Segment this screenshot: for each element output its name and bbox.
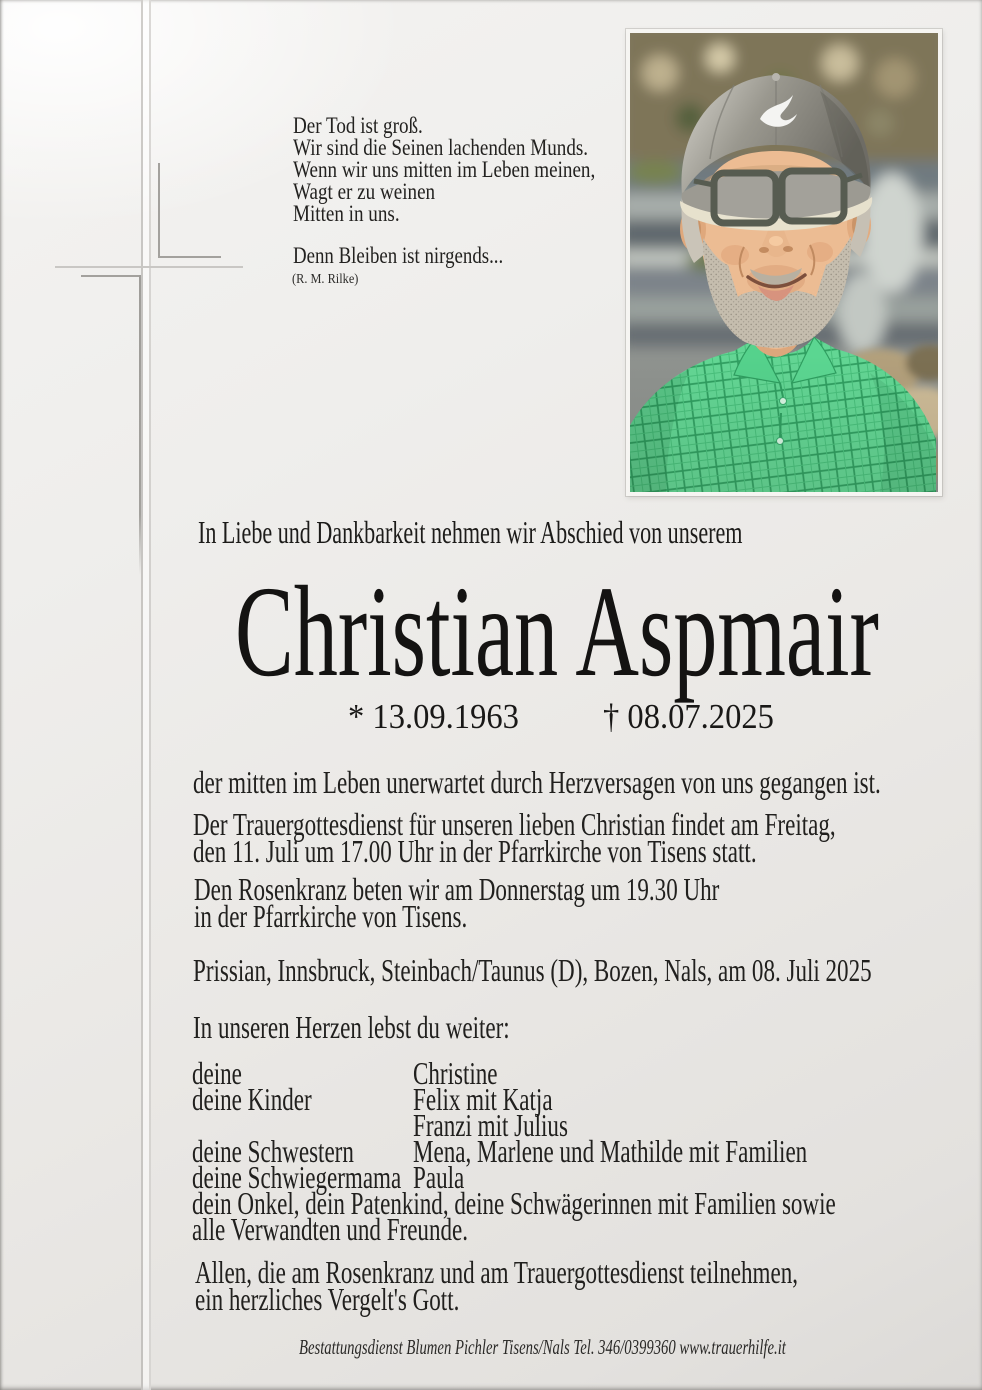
rosary-line: Den Rosenkranz beten wir am Donnerstag um 19.30 Uhr: [194, 871, 720, 907]
family-extra-line: alle Verwandten und Freunde.: [192, 1211, 468, 1247]
card-fold-line-left: [141, 0, 143, 1390]
portrait-photo: [626, 29, 942, 496]
poem-line: Wenn wir uns mitten im Leben meinen,: [293, 157, 596, 182]
service-line: den 11. Juli um 17.00 Uhr in der Pfarrkirche von Tisens statt.: [193, 833, 757, 869]
cross-lower-vertical-line: [139, 275, 141, 575]
poem-closing-line: Denn Bleiben ist nirgends...: [293, 243, 504, 268]
thanks-line: ein herzliches Vergelt's Gott.: [195, 1281, 460, 1317]
death-date: † 08.07.2025: [603, 697, 774, 736]
family-list: [192, 1055, 836, 1247]
deceased-name: Christian Aspmair: [235, 560, 879, 704]
family-label: deine Schwiegermama: [192, 1159, 402, 1195]
birth-date: * 13.09.1963: [348, 697, 519, 736]
family-label: deine Kinder: [192, 1081, 312, 1117]
intro-line: In Liebe und Dankbarkeit nehmen wir Abschied von unserem: [198, 514, 743, 550]
rilke-poem: [293, 115, 595, 225]
places-date-line: Prissian, Innsbruck, Steinbach/Taunus (D), Bozen, Nals, am 08. Juli 2025: [193, 952, 872, 988]
thanks-line: Allen, die am Rosenkranz und am Trauergottesdienst teilnehmen,: [195, 1254, 798, 1290]
cause-paragraph: der mitten im Leben unerwartet durch Herzversagen von uns gegangen ist.: [193, 764, 881, 800]
service-line: Der Trauergottesdienst für unseren lieben Christian findet am Freitag,: [193, 806, 836, 842]
poem-line: Der Tod ist groß.: [293, 113, 423, 138]
family-value: Mena, Marlene und Mathilde mit Familien: [413, 1133, 808, 1169]
family-extra-line: dein Onkel, dein Patenkind, deine Schwägerinnen mit Familien sowie: [192, 1185, 836, 1221]
family-value: Christine: [413, 1055, 498, 1091]
family-value: Felix mit Katja: [413, 1081, 553, 1117]
poem-line: Wagt er zu weinen: [293, 179, 436, 204]
rosary-paragraph: [194, 871, 720, 934]
service-paragraph: [193, 806, 836, 869]
funeral-home-footer: Bestattungsdienst Blumen Pichler Tisens/Nals Tel. 346/0399360 www.trauerhilfe.it: [299, 1335, 786, 1359]
thanks-paragraph: [195, 1254, 798, 1317]
cross-upper-vertical-line: [158, 163, 160, 258]
family-label: deine Schwestern: [192, 1133, 354, 1169]
family-value: Paula: [413, 1159, 465, 1195]
poem-attribution: (R. M. Rilke): [292, 272, 359, 287]
cross-lower-horizontal-line: [81, 275, 141, 277]
poem-line: Mitten in uns.: [293, 201, 400, 226]
family-value: Franzi mit Julius: [413, 1107, 568, 1143]
family-label: deine: [192, 1055, 242, 1091]
card-fold-line-right: [149, 0, 151, 1390]
remembrance-heading: In unseren Herzen lebst du weiter:: [193, 1009, 510, 1045]
cross-light-horizontal-line: [55, 266, 243, 268]
cross-upper-horizontal-line: [158, 256, 221, 258]
poem-line: Wir sind die Seinen lachenden Munds.: [293, 135, 589, 160]
portrait-illustration: [630, 33, 938, 492]
rosary-line: in der Pfarrkirche von Tisens.: [194, 898, 468, 934]
